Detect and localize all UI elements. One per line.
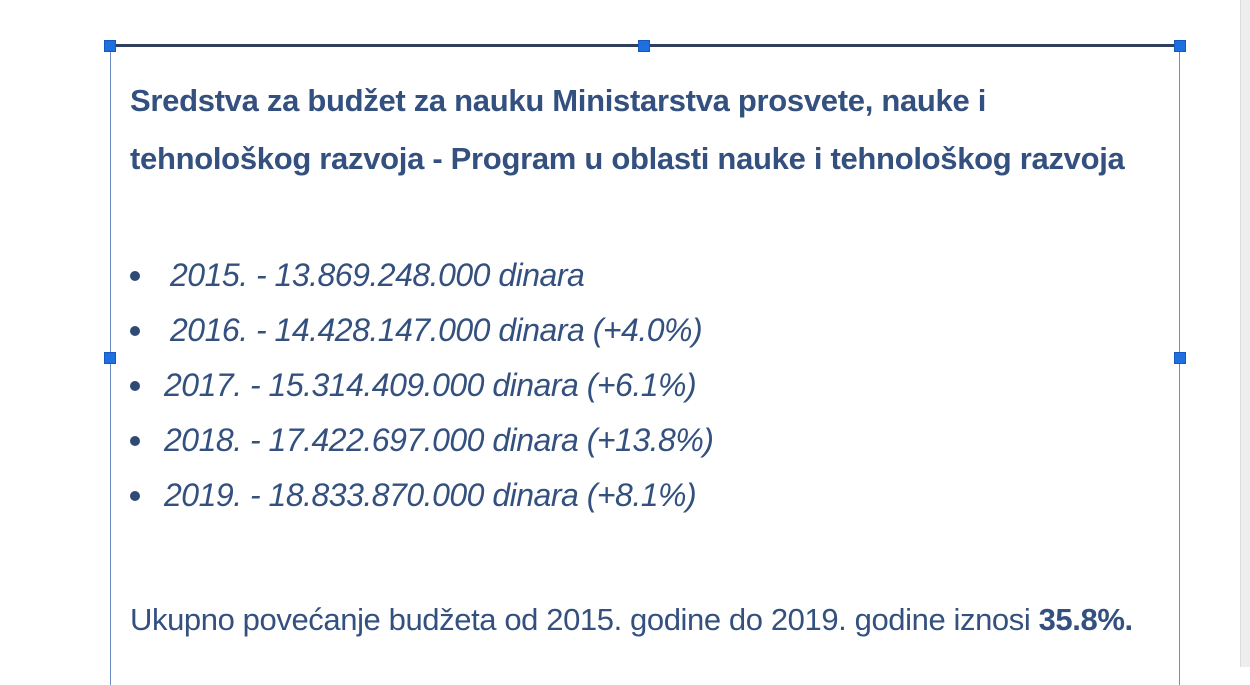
- budget-item-text: 2019. - 18.833.870.000 dinara (+8.1%): [164, 477, 697, 513]
- resize-handle-middle-left[interactable]: [104, 352, 116, 364]
- document-title: Sredstva za budžet za nauku Ministarstva prosvete, nauke i tehnološkog razvoja - Program u oblasti nauke i tehnološkog razvoja: [130, 83, 1125, 176]
- resize-handle-top-middle[interactable]: [638, 40, 650, 52]
- summary-text: Ukupno povećanje budžeta od 2015. godine do 2019. godine iznosi: [130, 602, 1039, 637]
- bullet-icon: [130, 271, 140, 281]
- bullet-icon: [130, 381, 140, 391]
- budget-item-text: 2015. - 13.869.248.000 dinara: [170, 257, 585, 293]
- list-item: [130, 358, 713, 413]
- budget-item-text: 2018. - 17.422.697.000 dinara (+13.8%): [164, 422, 714, 458]
- list-item: [130, 248, 713, 303]
- budget-list: [130, 248, 713, 523]
- summary-value: 35.8%.: [1038, 602, 1133, 637]
- summary-paragraph: [130, 602, 1133, 638]
- list-item: [130, 303, 713, 358]
- resize-handle-top-right[interactable]: [1174, 40, 1186, 52]
- bullet-icon: [130, 491, 140, 501]
- window-edge: [1240, 0, 1250, 667]
- list-item: [130, 468, 713, 523]
- bullet-icon: [130, 326, 140, 336]
- bullet-icon: [130, 436, 140, 446]
- list-item: [130, 413, 713, 468]
- resize-handle-top-left[interactable]: [104, 40, 116, 52]
- resize-handle-middle-right[interactable]: [1174, 352, 1186, 364]
- budget-item-text: 2017. - 15.314.409.000 dinara (+6.1%): [164, 367, 697, 403]
- budget-item-text: 2016. - 14.428.147.000 dinara (+4.0%): [170, 312, 703, 348]
